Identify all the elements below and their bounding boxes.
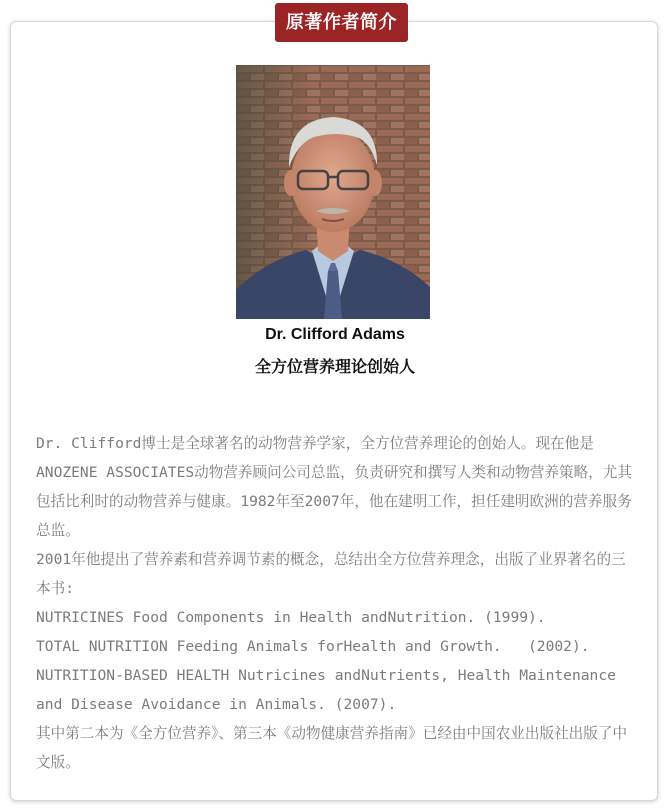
author-name: Dr. Clifford Adams <box>265 326 405 343</box>
author-photo <box>236 65 430 319</box>
bio-book-item: TOTAL NUTRITION Feeding Animals forHealth and Growth. (2002). <box>36 638 590 655</box>
bio-paragraph: 其中第二本为《全方位营养》、第三本《动物健康营养指南》已经由中国农业出版社出版了中文版。 <box>36 725 628 771</box>
bio-paragraph: 2001年他提出了营养素和营养调节素的概念，总结出全方位营养理念，出版了业界著名的三本书: <box>36 551 626 597</box>
author-bio <box>36 429 636 777</box>
portrait-photo-icon <box>236 65 430 319</box>
bio-book-item: NUTRICINES Food Components in Health andNutrition. (1999). <box>36 609 546 626</box>
author-role: 全方位营养理论创始人 <box>254 357 415 376</box>
bio-paragraph: Dr. Clifford博士是全球著名的动物营养学家，全方位营养理论的创始人。现在他是ANOZENE ASSOCIATES动物营养顾问公司总监，负责研究和撰写人类和动物营养策略，尤其包括比利时的动物营养与健康。1982年至2007年，他在建明工作，担任建明欧洲的营养服务总监。 <box>36 435 632 539</box>
section-title-badge: 原著作者简介 <box>275 3 408 42</box>
bio-book-item: NUTRITION-BASED HEALTH Nutricines andNutrients, Health Maintenance and Disease Avoidance in Animals. (2007). <box>36 667 625 713</box>
